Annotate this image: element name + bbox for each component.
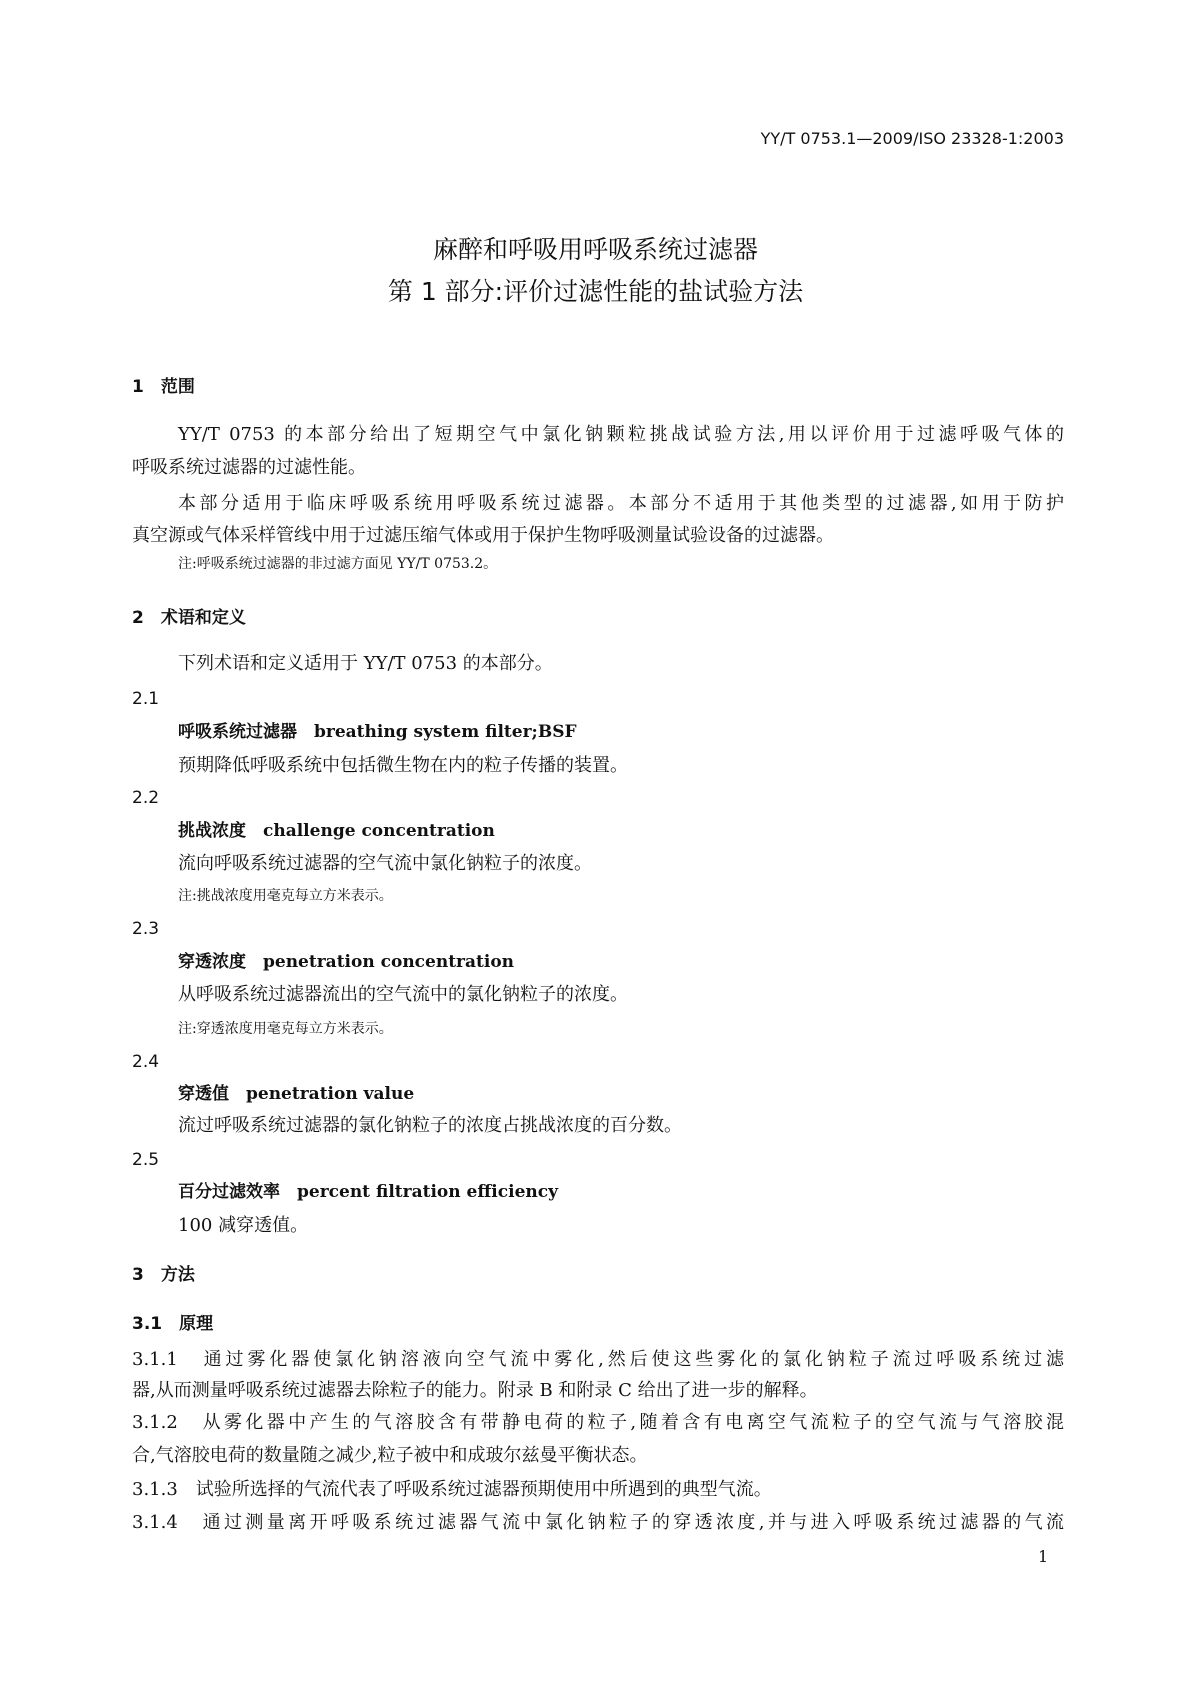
paragraph-line: 合,气溶胶电荷的数量随之减少,粒子被中和成玻尔兹曼平衡状态。: [132, 1445, 648, 1466]
paragraph-line: 3.1.4 通过测量离开呼吸系统过滤器气流中氯化钠粒子的穿透浓度,并与进入呼吸系统过滤器的气流: [132, 1512, 1064, 1533]
paragraph-line: 流向呼吸系统过滤器的空气流中氯化钠粒子的浓度。: [178, 853, 592, 874]
section-heading: 1 范围: [132, 377, 195, 397]
paragraph-line: 器,从而测量呼吸系统过滤器去除粒子的能力。附录 B 和附录 C 给出了进一步的解释。: [132, 1380, 818, 1401]
term-number: 2.4: [132, 1052, 160, 1072]
paragraph-line: 预期降低呼吸系统中包括微生物在内的粒子传播的装置。: [178, 755, 628, 776]
paragraph-line: 3.1.3 试验所选择的气流代表了呼吸系统过滤器预期使用中所遇到的典型气流。: [132, 1479, 772, 1500]
document-title-line-1: 麻醉和呼吸用呼吸系统过滤器: [432, 235, 758, 264]
paragraph-line: 真空源或气体采样管线中用于过滤压缩气体或用于保护生物呼吸测量试验设备的过滤器。: [132, 525, 834, 546]
section-heading: 2 术语和定义: [132, 608, 246, 628]
paragraph-line: 流过呼吸系统过滤器的氯化钠粒子的浓度占挑战浓度的百分数。: [178, 1115, 682, 1136]
document-title-line-2: 第 1 部分:评价过滤性能的盐试验方法: [387, 277, 804, 306]
standard-number-header: YY/T 0753.1—2009/ISO 23328-1:2003: [760, 129, 1064, 148]
paragraph-line: 从呼吸系统过滤器流出的空气流中的氯化钠粒子的浓度。: [178, 984, 628, 1005]
term-heading: 穿透浓度 penetration concentration: [178, 952, 515, 972]
page-number: 1: [1038, 1547, 1049, 1566]
term-heading: 呼吸系统过滤器 breathing system filter;BSF: [178, 722, 577, 742]
paragraph-line: YY/T 0753 的本部分给出了短期空气中氯化钠颗粒挑战试验方法,用以评价用于过滤呼吸气体的: [178, 424, 1064, 445]
term-number: 2.5: [132, 1150, 160, 1170]
term-number: 2.3: [132, 919, 160, 939]
paragraph-line: 下列术语和定义适用于 YY/T 0753 的本部分。: [178, 653, 553, 674]
term-number: 2.2: [132, 788, 160, 808]
term-number: 2.1: [132, 689, 160, 709]
term-heading: 百分过滤效率 percent filtration efficiency: [178, 1182, 558, 1202]
term-heading: 穿透值 penetration value: [178, 1084, 415, 1104]
section-heading: 3.1 原理: [132, 1314, 214, 1334]
paragraph-line: 本部分适用于临床呼吸系统用呼吸系统过滤器。本部分不适用于其他类型的过滤器,如用于防护: [178, 493, 1064, 514]
note-line: 注:挑战浓度用毫克每立方米表示。: [178, 888, 393, 904]
section-heading: 3 方法: [132, 1265, 195, 1285]
paragraph-line: 3.1.2 从雾化器中产生的气溶胶含有带静电荷的粒子,随着含有电离空气流粒子的空气流与气溶胶混: [132, 1412, 1064, 1433]
term-heading: 挑战浓度 challenge concentration: [178, 821, 495, 841]
paragraph-line: 100 减穿透值。: [178, 1215, 309, 1236]
paragraph-line: 3.1.1 通过雾化器使氯化钠溶液向空气流中雾化,然后使这些雾化的氯化钠粒子流过呼吸系统过滤: [132, 1349, 1064, 1370]
note-line: 注:穿透浓度用毫克每立方米表示。: [178, 1021, 393, 1037]
note-line: 注:呼吸系统过滤器的非过滤方面见 YY/T 0753.2。: [178, 556, 498, 572]
paragraph-line: 呼吸系统过滤器的过滤性能。: [132, 457, 366, 478]
